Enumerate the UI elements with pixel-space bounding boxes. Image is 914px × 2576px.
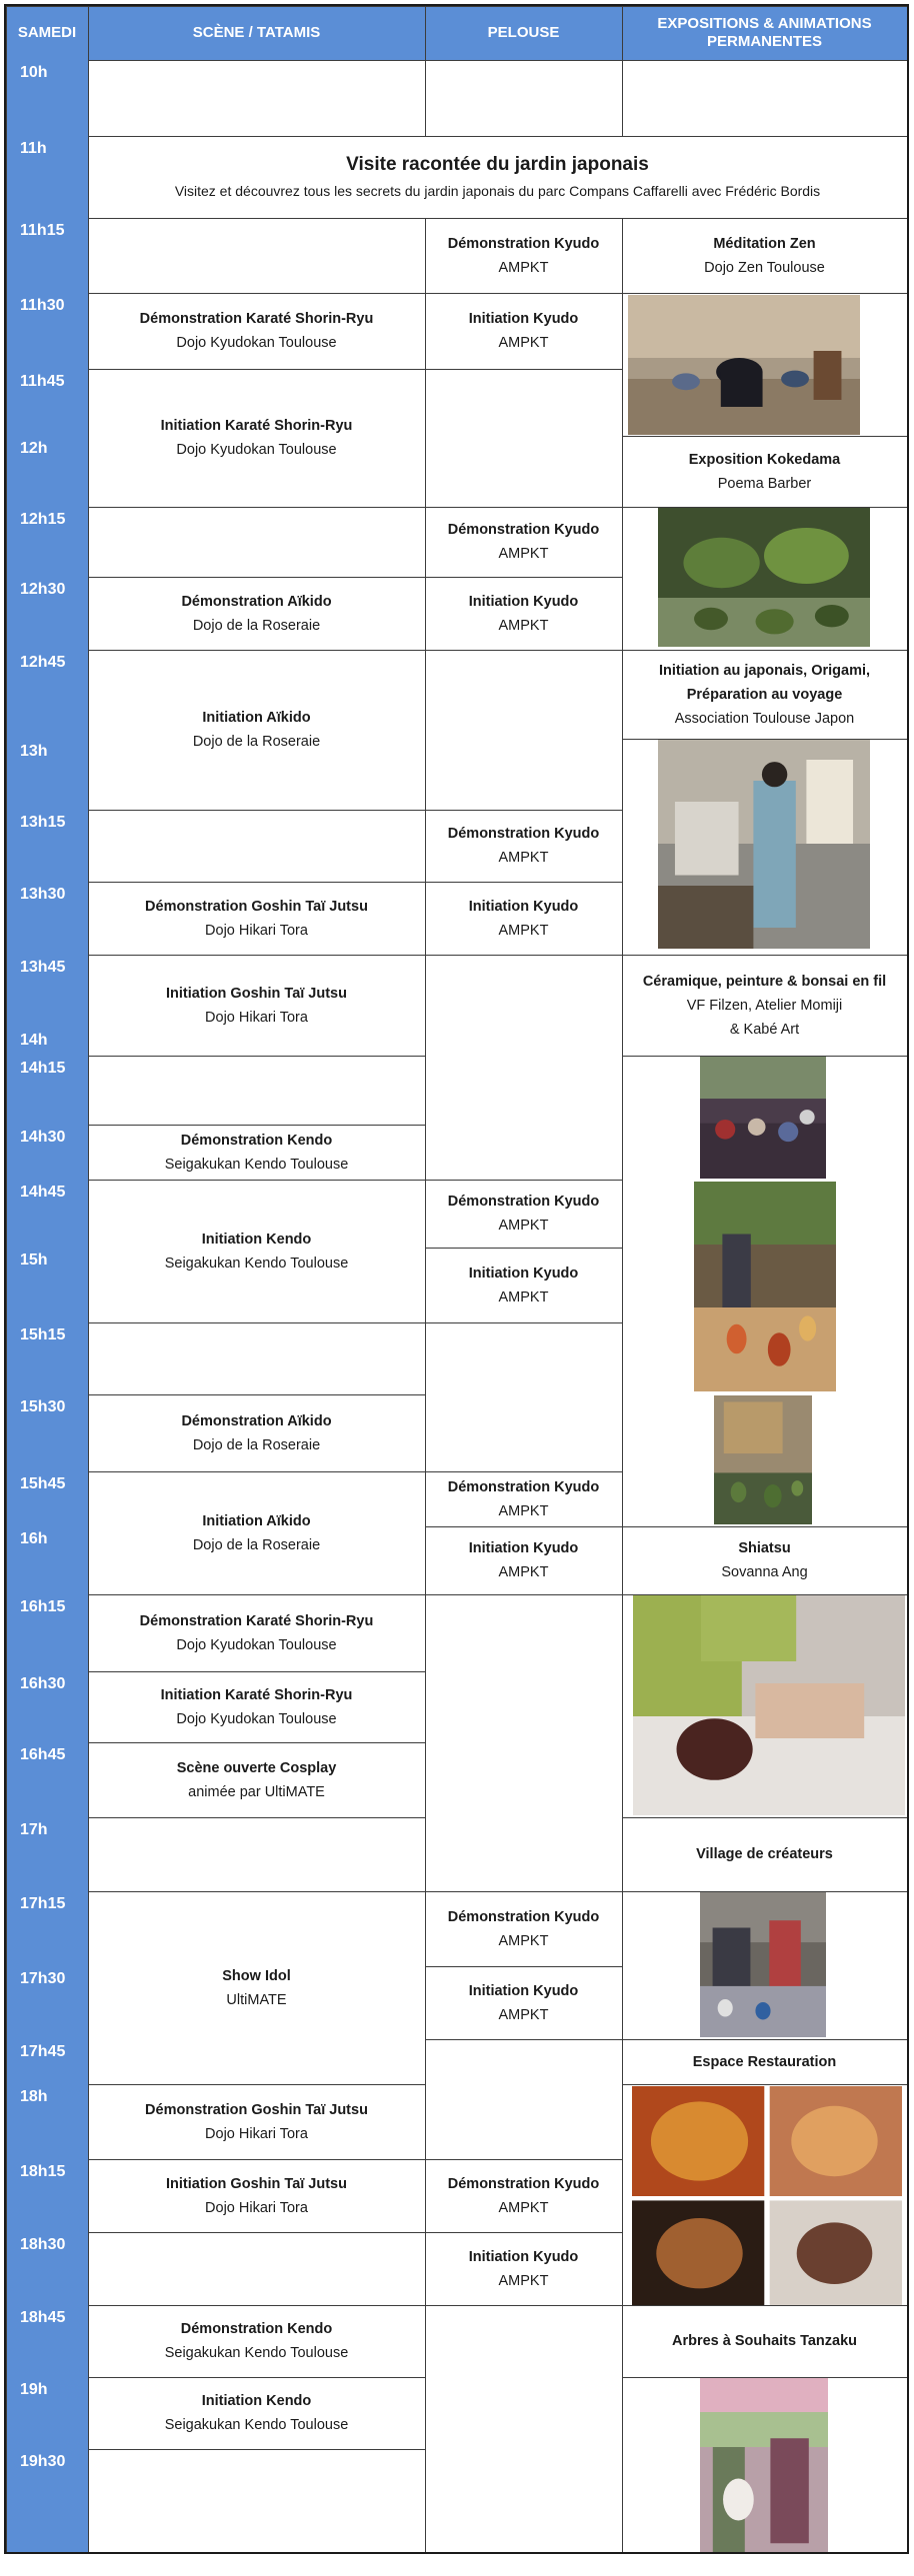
stage-event-title: Initiation Kendo — [201, 1231, 312, 1248]
time-label: 11h — [20, 140, 47, 157]
lawn-event-subtitle: AMPKT — [498, 546, 549, 562]
grid-line — [88, 507, 425, 508]
stage-event-subtitle: Dojo Kyudokan Toulouse — [176, 442, 337, 458]
expo-event-line: Espace Restauration — [692, 2053, 837, 2070]
lawn-event-subtitle: AMPKT — [498, 2199, 549, 2216]
lawn-event-title: Initiation Kyudo — [468, 1265, 579, 1282]
bonsai-table-photo — [714, 1395, 812, 1524]
expo-header — [622, 6, 907, 60]
lawn-event-title: Démonstration Kyudo — [447, 1478, 600, 1495]
time-label: 17h15 — [20, 1895, 66, 1912]
stage-event — [88, 1180, 425, 1322]
stage-event — [88, 2377, 425, 2449]
time-label: 11h30 — [20, 297, 65, 314]
grid-line — [622, 6, 623, 136]
time-label: 14h30 — [20, 1129, 66, 1146]
grid-line — [88, 1322, 425, 1323]
grid-line — [622, 2084, 907, 2085]
time-label: 11h45 — [20, 373, 65, 390]
grid-line — [425, 369, 622, 370]
grid-line — [425, 1526, 622, 1527]
time-label: 17h — [20, 1821, 48, 1838]
grid-line — [425, 650, 622, 651]
time-label: 13h45 — [20, 959, 66, 976]
grid-line — [88, 1671, 425, 1672]
kokedama-photo — [658, 507, 870, 647]
stage-event — [88, 1471, 425, 1594]
time-label: 12h45 — [20, 654, 66, 671]
banner-visit — [88, 136, 907, 218]
grid-line — [425, 1471, 622, 1472]
grid-line — [88, 2232, 425, 2233]
grid-line — [425, 2159, 622, 2160]
lawn-event-title: Démonstration Kyudo — [447, 2175, 600, 2192]
expo-event-line: Village de créateurs — [696, 1846, 833, 1862]
grid-line — [88, 6, 89, 2552]
grid-line — [425, 1248, 622, 1249]
grid-line — [88, 1891, 425, 1892]
stage-event-title: Démonstration Karaté Shorin-Ryu — [139, 1612, 374, 1629]
expo-event-line: Sovanna Ang — [721, 1564, 808, 1580]
grid-line — [88, 136, 907, 137]
time-label: 14h — [20, 1032, 48, 1049]
expo-event — [622, 955, 907, 1056]
grid-line — [88, 1125, 425, 1126]
grid-line — [88, 650, 425, 651]
food-photo — [632, 2086, 902, 2306]
grid-line — [88, 1471, 425, 1472]
grid-line — [425, 2305, 622, 2306]
lawn-event-title: Initiation Kyudo — [468, 1982, 579, 1999]
grid-line — [622, 1817, 907, 1818]
grid-line — [622, 507, 907, 508]
grid-line — [88, 2159, 425, 2160]
stage-event — [88, 650, 425, 810]
grid-line — [622, 218, 623, 2552]
lawn-event-subtitle: AMPKT — [498, 922, 549, 939]
expo-event-line: Exposition Kokedama — [688, 451, 841, 468]
grid-line — [88, 577, 425, 578]
expo-header-label: EXPOSITIONS & ANIMATIONS PERMANENTES — [657, 15, 872, 50]
stage-event-subtitle: Seigakukan Kendo Toulouse — [164, 2345, 349, 2361]
grid-line — [88, 1056, 425, 1057]
time-label: 11h15 — [20, 222, 65, 239]
lawn-event-subtitle: AMPKT — [498, 2272, 549, 2289]
lawn-event-subtitle: AMPKT — [498, 335, 549, 351]
lawn-event-subtitle: AMPKT — [498, 1502, 549, 1519]
stage-event-subtitle: Dojo Kyudokan Toulouse — [176, 335, 337, 351]
stage-event-title: Démonstration Karaté Shorin-Ryu — [139, 311, 374, 327]
stage-event — [88, 882, 425, 955]
lawn-event — [425, 2232, 622, 2305]
lawn-event — [425, 1471, 622, 1526]
stage-header-label: SCÈNE / TATAMIS — [192, 24, 321, 41]
stage-event — [88, 1891, 425, 2084]
time-label: 17h30 — [20, 1970, 66, 1987]
stage-event — [88, 2159, 425, 2232]
grid-line — [622, 436, 907, 437]
ceramics-photo — [700, 1056, 826, 1179]
stage-event-subtitle: Seigakukan Kendo Toulouse — [164, 2417, 349, 2433]
grid-line — [425, 882, 622, 883]
bonsai-workshop-photo — [694, 1182, 836, 1391]
grid-line — [425, 810, 622, 811]
stage-event-title: Show Idol — [222, 1967, 291, 1984]
time-label: 13h15 — [20, 814, 66, 831]
lawn-event-title: Initiation Kyudo — [468, 898, 579, 915]
grid-line — [425, 218, 426, 2552]
time-label: 16h15 — [20, 1598, 66, 1615]
expo-event-line: Poema Barber — [717, 475, 812, 492]
lawn-event — [425, 1966, 622, 2039]
stage-event-title: Démonstration Goshin Taï Jutsu — [145, 898, 368, 915]
lawn-event-subtitle: AMPKT — [498, 617, 549, 634]
time-label: 13h — [20, 743, 48, 760]
day-header — [6, 6, 88, 60]
grid-line — [88, 882, 425, 883]
expo-event — [622, 1526, 907, 1594]
lawn-header-label: PELOUSE — [487, 24, 560, 41]
expo-event — [622, 650, 907, 739]
stage-event-subtitle: Dojo Hikari Tora — [205, 2199, 308, 2216]
lawn-event-title: Démonstration Kyudo — [447, 1908, 600, 1925]
time-label: 16h45 — [20, 1746, 66, 1763]
grid-line — [425, 293, 622, 294]
stage-event-subtitle: Dojo Kyudokan Toulouse — [176, 1636, 337, 1653]
time-label: 18h — [20, 2088, 48, 2105]
grid-line — [88, 2377, 425, 2378]
lawn-event — [425, 2159, 622, 2232]
time-label: 18h30 — [20, 2236, 66, 2253]
expo-event-line: VF Filzen, Atelier Momiji — [686, 997, 843, 1014]
grid-line — [425, 1594, 622, 1595]
time-label: 13h30 — [20, 886, 66, 903]
stage-event-title: Démonstration Aïkido — [181, 593, 332, 610]
stage-event — [88, 1742, 425, 1817]
grid-line — [88, 218, 907, 219]
grid-line — [622, 1594, 907, 1595]
stage-event-title: Initiation Goshin Taï Jutsu — [166, 2175, 347, 2192]
lawn-header — [425, 6, 622, 60]
stage-event — [88, 2305, 425, 2377]
stage-event — [88, 2084, 425, 2159]
grid-line — [6, 6, 907, 7]
time-label: 19h — [20, 2381, 48, 2398]
grid-line — [88, 955, 425, 956]
stage-event-title: Initiation Karaté Shorin-Ryu — [160, 418, 353, 434]
expo-event — [622, 2039, 907, 2084]
stage-event — [88, 1125, 425, 1180]
lawn-event — [425, 218, 622, 293]
grid-line — [425, 1966, 622, 1967]
creators-village-photo — [700, 1891, 826, 2037]
lawn-event-subtitle: AMPKT — [498, 1288, 549, 1305]
stage-event-subtitle: Seigakukan Kendo Toulouse — [164, 1255, 349, 1272]
grid-line — [425, 6, 426, 136]
lawn-event — [425, 1180, 622, 1248]
grid-line — [425, 2232, 622, 2233]
expo-event-line: & Kabé Art — [729, 1021, 800, 1038]
tanzaku-photo — [700, 2377, 828, 2552]
grid-line — [425, 955, 622, 956]
stage-event-subtitle: UltiMATE — [226, 1991, 287, 2008]
stage-event — [88, 293, 425, 369]
time-label: 16h — [20, 1530, 48, 1547]
stage-event-subtitle: Dojo Hikari Tora — [205, 1009, 308, 1026]
lawn-event-title: Démonstration Kyudo — [447, 1194, 600, 1210]
grid-line — [425, 577, 622, 578]
grid-line — [622, 739, 907, 740]
lawn-event — [425, 1526, 622, 1594]
stage-event-title: Démonstration Aïkido — [181, 1412, 332, 1429]
expo-event-line: Initiation au japonais, Origami, — [658, 662, 871, 679]
time-label: 12h30 — [20, 581, 66, 598]
stage-event-title: Initiation Goshin Taï Jutsu — [166, 985, 347, 1002]
grid-line — [88, 1394, 425, 1395]
lawn-event-subtitle: AMPKT — [498, 850, 549, 866]
grid-line — [6, 6, 7, 2552]
lawn-event-title: Initiation Kyudo — [468, 311, 579, 327]
lawn-event-subtitle: AMPKT — [498, 259, 549, 276]
grid-line — [907, 6, 908, 2552]
lawn-event-subtitle: AMPKT — [498, 1218, 549, 1234]
lawn-event-title: Initiation Kyudo — [468, 593, 579, 610]
time-label: 14h45 — [20, 1184, 66, 1201]
grid-line — [622, 955, 907, 956]
grid-line — [88, 1594, 425, 1595]
stage-header — [88, 6, 425, 60]
stage-event — [88, 1594, 425, 1671]
stage-event — [88, 1394, 425, 1471]
grid-line — [622, 2039, 907, 2040]
time-label: 15h45 — [20, 1475, 66, 1492]
grid-line — [88, 810, 425, 811]
stage-event-title: Démonstration Kendo — [180, 2321, 333, 2337]
time-label: 17h45 — [20, 2043, 66, 2060]
lawn-event — [425, 810, 622, 882]
lawn-event-title: Démonstration Kyudo — [447, 522, 600, 538]
grid-line — [88, 60, 907, 61]
grid-line — [622, 1056, 907, 1057]
lawn-event-title: Démonstration Kyudo — [447, 826, 600, 842]
day-header-label: SAMEDI — [17, 24, 77, 41]
lawn-event — [425, 1891, 622, 1966]
meditation-photo — [628, 295, 860, 435]
grid-line — [622, 1526, 907, 1527]
lawn-event — [425, 1248, 622, 1322]
stage-event-subtitle: animée par UltiMATE — [188, 1783, 325, 1800]
grid-line — [88, 2305, 425, 2306]
stage-event-title: Initiation Karaté Shorin-Ryu — [160, 1686, 353, 1703]
time-label: 16h30 — [20, 1675, 66, 1692]
stage-event — [88, 955, 425, 1056]
stage-event — [88, 1671, 425, 1742]
grid-line — [425, 1891, 622, 1892]
lawn-event-subtitle: AMPKT — [498, 1932, 549, 1949]
time-label: 20h — [20, 2556, 48, 2573]
grid-line — [425, 2039, 622, 2040]
expo-event-line: Préparation au voyage — [686, 686, 843, 703]
lawn-event — [425, 577, 622, 650]
time-label: 19h30 — [20, 2453, 66, 2470]
grid-line — [88, 369, 425, 370]
stage-event-title: Démonstration Goshin Taï Jutsu — [145, 2101, 368, 2118]
time-label: 14h15 — [20, 1060, 66, 1077]
expo-event-line: Méditation Zen — [713, 235, 816, 252]
shiatsu-photo — [633, 1595, 905, 1815]
grid-line — [622, 1891, 907, 1892]
time-label: 12h15 — [20, 511, 66, 528]
expo-event — [622, 2305, 907, 2377]
grid-line — [622, 650, 907, 651]
stage-event-title: Initiation Aïkido — [202, 1512, 311, 1529]
expo-event-line: Céramique, peinture & bonsai en fil — [642, 973, 887, 990]
stage-event-subtitle: Dojo de la Roseraie — [192, 1536, 321, 1553]
expo-event — [622, 1817, 907, 1891]
grid-line — [88, 1817, 425, 1818]
grid-line — [622, 2305, 907, 2306]
time-label: 15h15 — [20, 1326, 66, 1343]
grid-line — [622, 2377, 907, 2378]
stage-event-title: Scène ouverte Cosplay — [176, 1759, 337, 1776]
grid-line — [88, 2449, 425, 2450]
banner-subtitle: Visitez et découvrez tous les secrets du jardin japonais du parc Compans Caffarelli avec Frédéric Bordis — [174, 183, 821, 199]
grid-line — [425, 1180, 622, 1181]
lawn-event-title: Initiation Kyudo — [468, 2248, 579, 2265]
time-label: 15h — [20, 1252, 48, 1269]
time-label: 18h45 — [20, 2309, 66, 2326]
stage-event-subtitle: Dojo de la Roseraie — [192, 734, 321, 750]
stage-event-subtitle: Seigakukan Kendo Toulouse — [164, 1156, 349, 1173]
expo-event — [622, 436, 907, 507]
grid-line — [88, 1180, 425, 1181]
expo-event-line: Shiatsu — [738, 1540, 791, 1556]
stage-event-title: Démonstration Kendo — [180, 1132, 333, 1149]
lawn-event-title: Initiation Kyudo — [468, 1540, 579, 1556]
lawn-event-title: Démonstration Kyudo — [447, 235, 600, 252]
expo-event-line: Arbres à Souhaits Tanzaku — [671, 2333, 858, 2349]
grid-line — [88, 2084, 425, 2085]
stage-event-subtitle: Dojo de la Roseraie — [192, 1436, 321, 1453]
stage-event-subtitle: Dojo Kyudokan Toulouse — [176, 1710, 337, 1727]
time-label: 15h30 — [20, 1398, 66, 1415]
grid-line — [88, 2552, 907, 2553]
stage-event-subtitle: Dojo de la Roseraie — [192, 617, 321, 634]
lawn-event — [425, 293, 622, 369]
time-label: 10h — [20, 64, 48, 81]
grid-line — [622, 293, 907, 294]
lawn-event-subtitle: AMPKT — [498, 2006, 549, 2023]
stage-event-subtitle: Dojo Hikari Tora — [205, 2125, 308, 2142]
lawn-event-subtitle: AMPKT — [498, 1564, 549, 1580]
stage-event — [88, 369, 425, 507]
lawn-event — [425, 507, 622, 577]
grid-line — [88, 1742, 425, 1743]
japanese-class-photo — [658, 739, 870, 949]
banner-title: Visite racontée du jardin japonais — [346, 154, 649, 175]
expo-event — [622, 218, 907, 293]
stage-event-subtitle: Dojo Hikari Tora — [205, 922, 308, 939]
lawn-event — [425, 882, 622, 955]
expo-event-line: Dojo Zen Toulouse — [704, 259, 825, 276]
grid-line — [425, 507, 622, 508]
stage-event-title: Initiation Kendo — [201, 2393, 312, 2409]
grid-line — [88, 293, 425, 294]
stage-event-title: Initiation Aïkido — [202, 710, 311, 726]
grid-line — [425, 1322, 622, 1323]
time-label: 12h — [20, 440, 48, 457]
expo-event-line: Association Toulouse Japon — [674, 710, 855, 727]
time-label: 18h15 — [20, 2163, 66, 2180]
stage-event — [88, 577, 425, 650]
